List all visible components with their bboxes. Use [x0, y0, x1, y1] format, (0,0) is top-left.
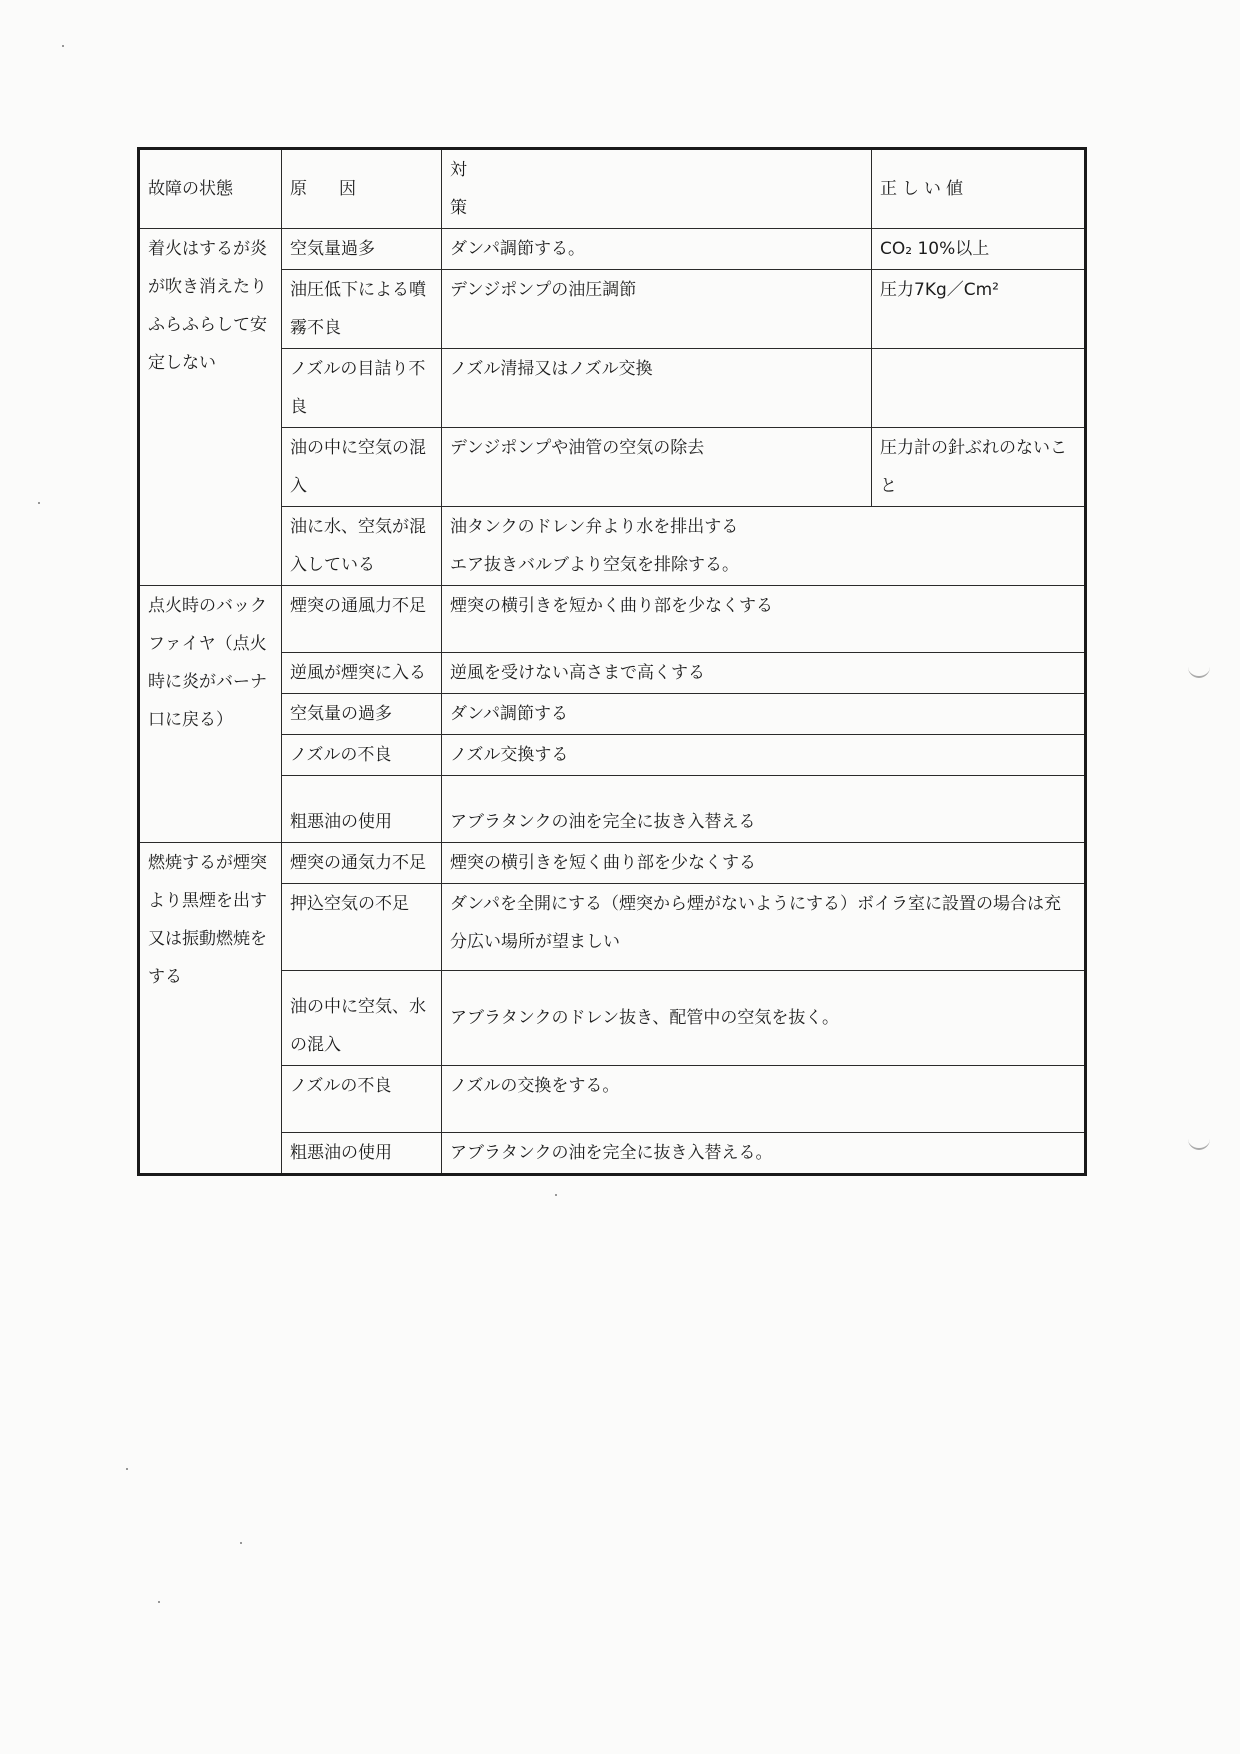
measure-cell: デンジポンプの油圧調節	[442, 270, 872, 349]
value-cell: CO₂ 10%以上	[872, 229, 1086, 270]
measure-cell: 逆風を受けない高さまで高くする	[442, 653, 1086, 694]
table-row	[139, 270, 1086, 349]
measure-line: エア抜きバルブより空気を排除する。	[450, 555, 739, 575]
table-row	[139, 586, 1086, 653]
table-row	[139, 1133, 1086, 1175]
measure-cell: ノズル清掃又はノズル交換	[442, 349, 872, 428]
cause-cell: 空気量の過多	[282, 694, 442, 735]
measure-cell: ダンパを全開にする（煙突から煙がないようにする）ボイラ室に設置の場合は充分広い場所が望ましい	[442, 884, 1086, 971]
cause-cell: 油に水、空気が混入している	[282, 507, 442, 586]
measure-cell: ダンパ調節する。	[442, 229, 872, 270]
table-row	[139, 428, 1086, 507]
table-row	[139, 694, 1086, 735]
cause-cell: 油の中に空気、水の混入	[282, 971, 442, 1066]
scan-speck	[240, 1542, 242, 1544]
measure-cell: 煙突の横引きを短く曲り部を少なくする	[442, 843, 1086, 884]
cause-cell: 逆風が煙突に入る	[282, 653, 442, 694]
cause-cell: 粗悪油の使用	[282, 1133, 442, 1175]
scan-speck	[62, 45, 64, 47]
punch-hole-mark	[1188, 1138, 1210, 1150]
cause-cell: 空気量過多	[282, 229, 442, 270]
cause-cell: ノズルの不良	[282, 1066, 442, 1133]
value-cell	[872, 349, 1086, 428]
table-row	[139, 843, 1086, 884]
table-row	[139, 884, 1086, 971]
measure-cell: デンジポンプや油管の空気の除去	[442, 428, 872, 507]
state-cell: 着火はするが炎が吹き消えたりふらふらして安定しない	[139, 229, 282, 586]
value-cell: 圧力計の針ぶれのないこと	[872, 428, 1086, 507]
header-state: 故障の状態	[139, 149, 282, 229]
state-cell: 燃焼するが煙突より黒煙を出す又は振動燃焼をする	[139, 843, 282, 1175]
header-cause: 原因	[282, 149, 442, 229]
cause-cell: 粗悪油の使用	[282, 776, 442, 843]
table-row	[139, 776, 1086, 843]
measure-line: 油タンクのドレン弁より水を排出する	[450, 517, 739, 537]
cause-cell: 油圧低下による噴霧不良	[282, 270, 442, 349]
measure-cell: ノズルの交換をする。	[442, 1066, 1086, 1133]
table-header-row	[139, 149, 1086, 229]
header-value: 正しい値	[872, 149, 1086, 229]
measure-cell: アブラタンクの油を完全に抜き入替える	[442, 776, 1086, 843]
header-measure: 対策	[442, 149, 872, 229]
scan-speck	[158, 1601, 160, 1603]
table-row	[139, 229, 1086, 270]
cause-cell: ノズルの目詰り不良	[282, 349, 442, 428]
table-row	[139, 735, 1086, 776]
measure-cell: 煙突の横引きを短かく曲り部を少なくする	[442, 586, 1086, 653]
measure-cell: ノズル交換する	[442, 735, 1086, 776]
state-cell: 点火時のバックファイヤ（点火時に炎がバーナ口に戻る）	[139, 586, 282, 843]
cause-cell: 煙突の通風力不足	[282, 586, 442, 653]
table-row	[139, 653, 1086, 694]
cause-cell: 押込空気の不足	[282, 884, 442, 971]
cause-cell: ノズルの不良	[282, 735, 442, 776]
table-row	[139, 349, 1086, 428]
table-row	[139, 507, 1086, 586]
measure-cell: アブラタンクのドレン抜き、配管中の空気を抜く。	[442, 971, 1086, 1066]
scan-speck	[555, 1194, 557, 1196]
measure-cell: アブラタンクの油を完全に抜き入替える。	[442, 1133, 1086, 1175]
value-cell: 圧力7Kg／Cm²	[872, 270, 1086, 349]
scan-speck	[126, 1468, 128, 1470]
measure-cell: ダンパ調節する	[442, 694, 1086, 735]
cause-cell: 油の中に空気の混入	[282, 428, 442, 507]
cause-cell: 煙突の通気力不足	[282, 843, 442, 884]
troubleshooting-table	[137, 147, 1087, 1176]
table-row	[139, 971, 1086, 1066]
punch-hole-mark	[1188, 666, 1210, 678]
measure-cell	[442, 507, 1086, 586]
scan-speck	[38, 502, 40, 504]
table-row	[139, 1066, 1086, 1133]
